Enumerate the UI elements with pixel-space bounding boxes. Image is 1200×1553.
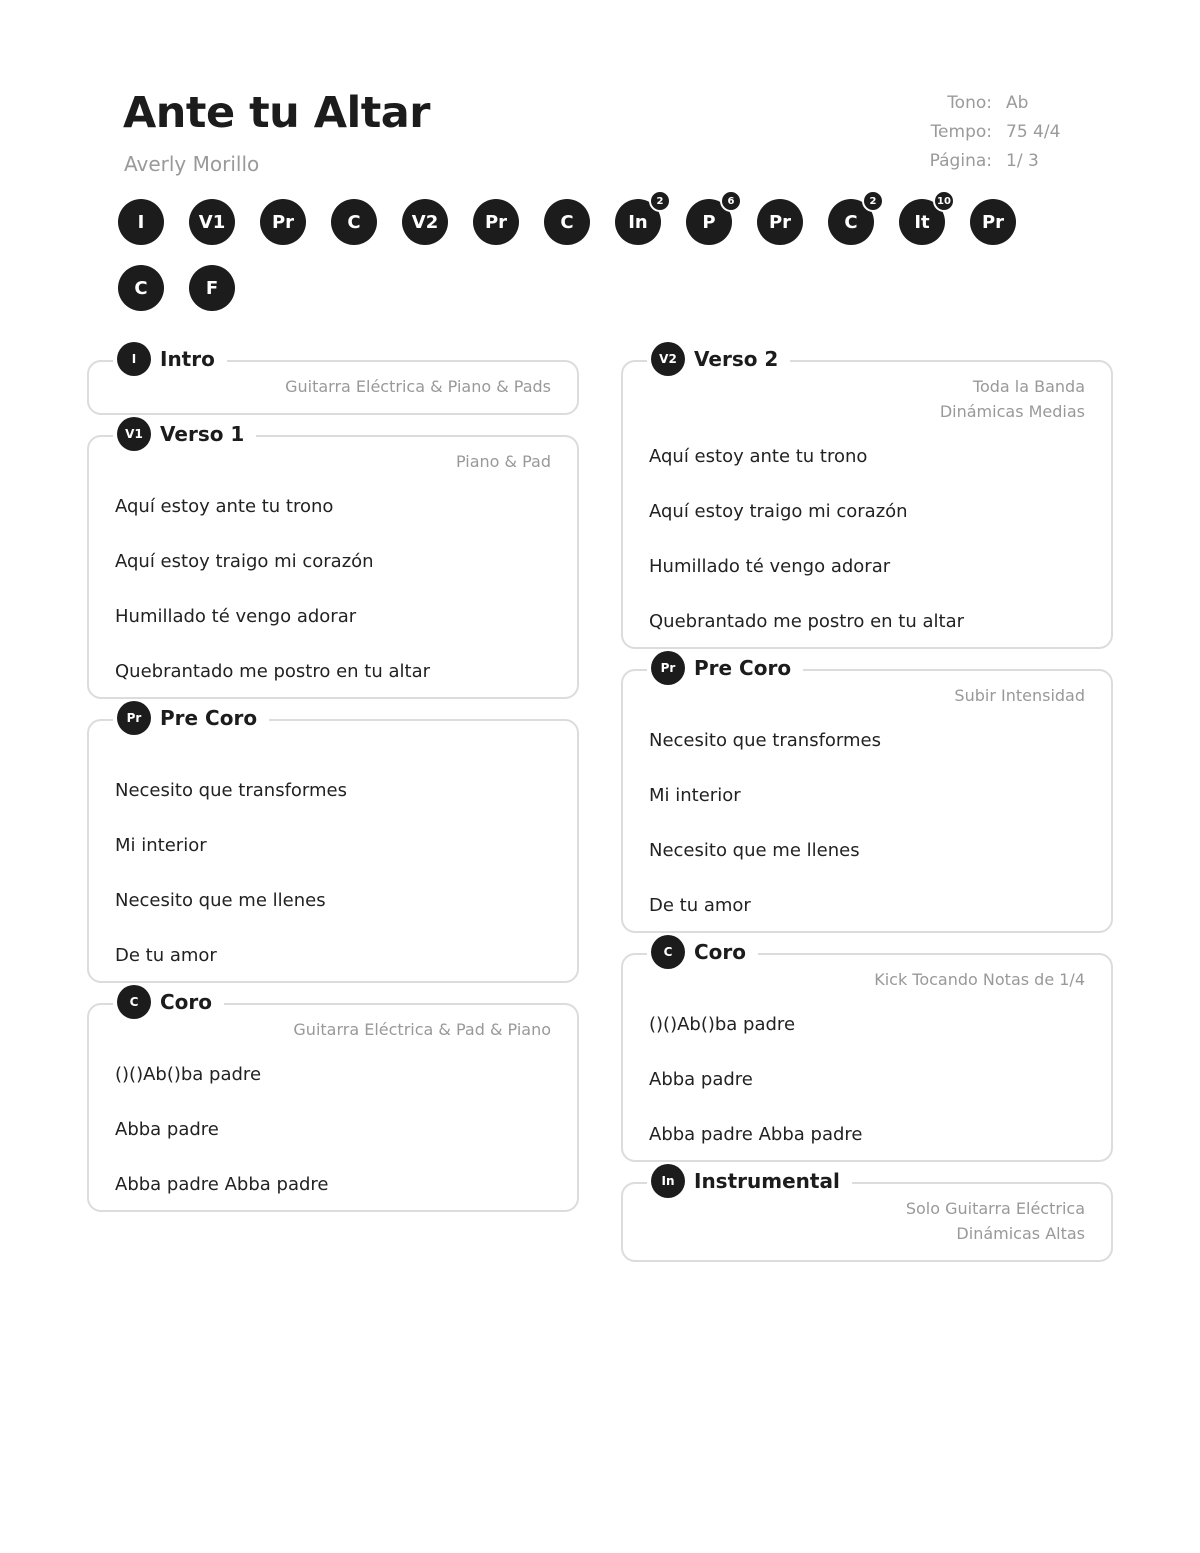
lyric-line: ()()Ab()ba padre (649, 1014, 796, 1035)
meta-tempo-row (900, 117, 1126, 146)
roadmap-chip-label: F (205, 277, 219, 299)
roadmap-chip-label: C (560, 211, 574, 233)
right-column (621, 340, 1113, 1280)
section-card (621, 656, 1113, 933)
section-name: Coro (694, 940, 747, 964)
section-card (621, 347, 1113, 649)
lyrics-block (649, 1014, 1085, 1146)
repeat-count-badge: 2 (649, 190, 671, 212)
roadmap-chip[interactable] (260, 199, 306, 245)
section-badge: Pr (651, 651, 685, 685)
lyric-line: Quebrantado me postro en tu altar (649, 611, 965, 632)
roadmap-chip[interactable] (757, 199, 803, 245)
section-note: Guitarra Eléctrica & Pad & Piano (293, 1020, 551, 1039)
section-note: Piano & Pad (455, 452, 551, 471)
lyrics-block (115, 1064, 551, 1196)
song-artist: Averly Morillo (124, 152, 260, 176)
section-card (87, 347, 579, 415)
roadmap-chip[interactable] (331, 199, 377, 245)
roadmap-chip[interactable] (118, 199, 164, 245)
lyric-line: De tu amor (649, 895, 751, 916)
roadmap-chip-label: V2 (411, 211, 439, 233)
repeat-count-badge: 6 (720, 190, 742, 212)
section-badge: V1 (117, 417, 151, 451)
section-notes (649, 374, 1085, 424)
lyric-line: Abba padre (649, 1069, 753, 1090)
roadmap-chip[interactable] (828, 195, 877, 245)
section-notes (649, 1196, 1085, 1246)
section-badge: C (651, 935, 685, 969)
roadmap-chip[interactable] (544, 199, 590, 245)
repeat-count-badge: 2 (862, 190, 884, 212)
roadmap-chip[interactable] (473, 199, 519, 245)
lyric-line: Aquí estoy traigo mi corazón (649, 501, 908, 522)
section-name: Instrumental (694, 1169, 840, 1193)
lyric-line: Mi interior (649, 785, 741, 806)
meta-page-row (900, 146, 1126, 175)
lyric-line: Humillado té vengo adorar (115, 606, 357, 627)
meta-value: 1/ 3 (1006, 150, 1039, 171)
section-badge: Pr (117, 701, 151, 735)
section-note: Toda la Banda (972, 377, 1085, 396)
section-note: Guitarra Eléctrica & Piano & Pads (285, 377, 551, 396)
section-card (621, 940, 1113, 1162)
section-card (621, 1169, 1113, 1262)
meta-label: Tono: (947, 92, 992, 113)
roadmap-chip[interactable] (899, 195, 951, 245)
lyric-line: De tu amor (115, 945, 217, 966)
section-name: Coro (160, 990, 213, 1014)
lyric-line: Abba padre Abba padre (115, 1174, 329, 1195)
roadmap-chip-label: C (347, 211, 361, 233)
lyric-line: Aquí estoy ante tu trono (115, 496, 334, 517)
section-badge: I (117, 342, 151, 376)
repeat-count-badge: 10 (933, 190, 955, 212)
song-roadmap (118, 195, 1068, 311)
section-notes (115, 1017, 551, 1042)
section-note: Dinámicas Altas (956, 1224, 1085, 1243)
roadmap-chip[interactable] (402, 199, 448, 245)
roadmap-chip-label: It (914, 211, 930, 233)
roadmap-chip[interactable] (189, 199, 235, 245)
section-header (113, 342, 227, 376)
lyric-line: Aquí estoy ante tu trono (649, 446, 868, 467)
roadmap-chip[interactable] (615, 195, 664, 245)
roadmap-chip-label: Pr (981, 211, 1005, 233)
roadmap-chip[interactable] (970, 199, 1016, 245)
section-notes (649, 967, 1085, 992)
section-note: Solo Guitarra Eléctrica (905, 1199, 1085, 1218)
lyric-line: Humillado té vengo adorar (649, 556, 891, 577)
section-header (113, 417, 256, 451)
roadmap-chip-label: Pr (484, 211, 508, 233)
section-card (87, 422, 579, 699)
meta-label: Página: (929, 150, 992, 171)
roadmap-chip-label: V1 (198, 211, 226, 233)
section-name: Intro (160, 347, 215, 371)
lyric-line: Abba padre (115, 1119, 219, 1140)
roadmap-chip-label: Pr (271, 211, 295, 233)
section-notes (115, 374, 551, 399)
lyric-line: Aquí estoy traigo mi corazón (115, 551, 374, 572)
section-notes (649, 683, 1085, 708)
section-header (113, 985, 224, 1019)
section-notes (115, 733, 551, 758)
lyric-line: ()()Ab()ba padre (115, 1064, 262, 1085)
meta-label: Tempo: (930, 121, 992, 142)
section-header (647, 935, 758, 969)
lyrics-block (649, 446, 1085, 633)
roadmap-chip-label: C (844, 211, 858, 233)
section-name: Verso 2 (694, 347, 779, 371)
section-note: Dinámicas Medias (939, 402, 1085, 421)
section-badge: V2 (651, 342, 685, 376)
roadmap-chip[interactable] (189, 265, 235, 311)
section-header (647, 342, 790, 376)
section-badge: In (651, 1164, 685, 1198)
lyric-line: Quebrantado me postro en tu altar (115, 661, 431, 682)
meta-value: 75 4/4 (1006, 121, 1061, 142)
lyric-line: Necesito que me llenes (115, 890, 326, 911)
lyrics-block (115, 780, 551, 967)
section-notes (115, 449, 551, 474)
roadmap-chip-label: I (137, 211, 145, 233)
lyrics-block (115, 496, 551, 683)
meta-key-row (900, 88, 1126, 117)
roadmap-chip-label: Pr (768, 211, 792, 233)
section-card (87, 990, 579, 1212)
section-note: Subir Intensidad (954, 686, 1085, 705)
left-column (87, 340, 579, 1230)
lyric-line: Necesito que transformes (649, 730, 882, 751)
section-header (647, 1164, 852, 1198)
roadmap-chip-label: P (702, 211, 716, 233)
lyrics-block (649, 730, 1085, 917)
meta-value: Ab (1006, 92, 1029, 113)
section-name: Pre Coro (694, 656, 792, 680)
section-name: Pre Coro (160, 706, 258, 730)
lyric-line: Mi interior (115, 835, 207, 856)
song-meta (900, 88, 1126, 175)
roadmap-chip-label: C (134, 277, 148, 299)
section-header (113, 701, 269, 735)
lyric-line: Necesito que me llenes (649, 840, 860, 861)
section-note: Kick Tocando Notas de 1/4 (874, 970, 1085, 989)
section-name: Verso 1 (160, 422, 245, 446)
lyric-line: Abba padre Abba padre (649, 1124, 863, 1145)
song-title: Ante tu Altar (123, 88, 431, 138)
section-badge: C (117, 985, 151, 1019)
section-header (647, 651, 803, 685)
section-card (87, 706, 579, 983)
roadmap-chip[interactable] (118, 265, 164, 311)
roadmap-chip[interactable] (686, 195, 735, 245)
lyric-line: Necesito que transformes (115, 780, 348, 801)
roadmap-chip-label: In (628, 211, 648, 233)
